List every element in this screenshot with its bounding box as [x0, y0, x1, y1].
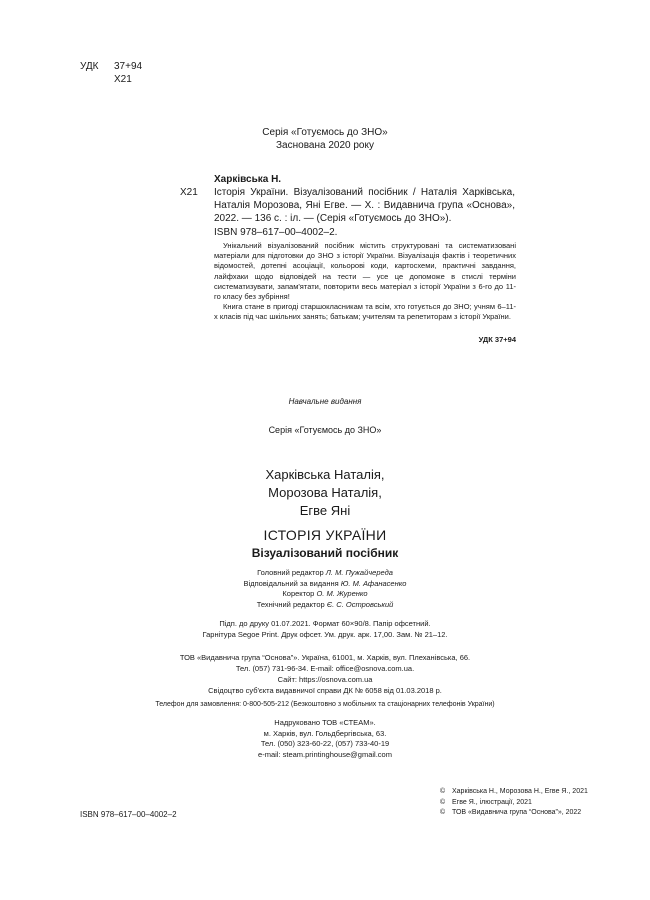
credit-line — [0, 589, 650, 600]
book-title: ІСТОРІЯ УКРАЇНИ — [263, 527, 387, 543]
authors-block — [0, 466, 650, 520]
credit-role: Головний редактор — [257, 568, 326, 577]
udk-code: 37+94 — [114, 61, 143, 72]
credit-line — [0, 600, 650, 611]
annotation — [214, 241, 516, 323]
udk-block — [80, 60, 142, 86]
publisher-info — [0, 652, 650, 696]
credit-name: Ю. М. Афанасенко — [340, 578, 407, 588]
bbk-mark: Х21 — [114, 74, 132, 85]
series-name: Серія «Готуємось до ЗНО» — [268, 425, 382, 435]
credit-role: Технічний редактор — [256, 599, 327, 609]
biblio-mark: Х21 — [180, 187, 198, 198]
credit-name: Є. С. Островський — [326, 599, 394, 609]
series-header — [0, 126, 650, 152]
copyright-icon: © — [440, 788, 446, 795]
publisher-address: ТОВ «Видавнича група “Основа”». Україна, 61001, м. Харків, вул. Плеханівська, 66. — [179, 653, 471, 662]
printer-email: e-mail: steam.printinghouse@gmail.com — [258, 749, 392, 759]
annotation-paragraph: Унікальний візуалізований посібник містить структуровані та систематизовані матеріали для підготовки до ЗНО з історії України. Візуалізація фактів і теоретичних відомостей, дотепні асоціації, кольорові коди, картосхеми, практичні завдання, лайфхаки щодо відповідей на тести — усе це допоможе в стислі терміни систематизувати, запам'ятати, повторити весь матеріал з історії України з 6-го до 11-го класу без зубріння! — [214, 241, 516, 302]
publisher-contact: Тел. (057) 731-96-34. E-mail: office@osnova.com.ua. — [235, 664, 415, 673]
series-title: Серія «Готуємось до ЗНО» — [262, 127, 388, 138]
edition-type: Навчальне видання — [288, 397, 362, 406]
copyright-text: ТОВ «Видавнича група “Основа”», 2022 — [452, 809, 582, 816]
copyright-line — [440, 808, 588, 819]
print-info — [0, 618, 650, 640]
udk-right: УДК 37+94 — [478, 335, 516, 344]
printer-name: Надруковано ТОВ «СТЕАМ». — [274, 718, 376, 727]
author-name: Харківська Наталія, — [265, 467, 385, 482]
isbn-bottom: ISBN 978–617–00–4002–2 — [80, 810, 177, 819]
credit-name: О. М. Журенко — [316, 589, 368, 598]
book-subtitle: Візуалізований посібник — [251, 546, 399, 560]
publisher-certificate: Свідоцтво суб'єкта видавничої справи ДК № 6058 від 01.03.2018 р. — [208, 686, 442, 695]
copyright-line — [440, 798, 588, 809]
author-name: Морозова Наталія, — [268, 485, 382, 500]
biblio-isbn: ISBN 978–617–00–4002–2. — [214, 227, 338, 238]
copyright-line — [440, 787, 588, 798]
credit-role: Відповідальний за видання — [243, 578, 341, 588]
printer-phone: Тел. (050) 323-60-22, (057) 733-40-19 — [260, 739, 390, 748]
credit-line — [0, 579, 650, 590]
bibliographic-record — [180, 173, 515, 239]
credit-role: Коректор — [282, 589, 317, 598]
printer-info — [0, 718, 650, 760]
copyright-icon: © — [440, 809, 446, 816]
annotation-paragraph: Книга стане в пригоді старшокласникам та всім, хто готується до ЗНО; учням 6–11-х класів під час шкільних занять; батькам; учителям та репетиторам з історії України. — [214, 302, 516, 322]
copyright-text: Харківська Н., Морозова Н., Егве Я., 2021 — [452, 788, 588, 795]
order-phone: Телефон для замовлення: 0-800-505-212 (Безкоштовно з мобільних та стаціонарних телефонів України) — [155, 701, 495, 708]
copyright-block — [440, 787, 588, 819]
print-line: Підп. до друку 01.07.2021. Формат 60×90/8. Папір офсетний. — [219, 619, 431, 628]
biblio-author: Харківська Н. — [214, 174, 282, 185]
series-founded: Заснована 2020 року — [276, 140, 374, 151]
biblio-description: Історія України. Візуалізований посібник / Наталія Харківська, Наталія Морозова, Яні Егве. — Х. : Видавнича група «Основа», 2022. — 136 с. : іл. — (Серія «Готуємось до ЗНО»). — [214, 187, 515, 224]
copyright-text: Егве Я., ілюстрації, 2021 — [452, 798, 532, 806]
credit-name: Л. М. Пужайчереда — [325, 568, 393, 577]
udk-label: УДК — [80, 61, 99, 72]
author-name: Егве Яні — [299, 503, 351, 518]
printer-address: м. Харків, вул. Гольдбергівська, 63. — [263, 728, 387, 738]
credits-block — [0, 568, 650, 610]
credit-line — [0, 568, 650, 579]
copyright-icon: © — [440, 798, 446, 806]
print-line: Гарнітура Segoe Print. Друк офсет. Ум. друк. арк. 17,00. Зам. № 21–12. — [202, 630, 448, 639]
publisher-site: Сайт: https://osnova.com.ua — [277, 675, 373, 684]
